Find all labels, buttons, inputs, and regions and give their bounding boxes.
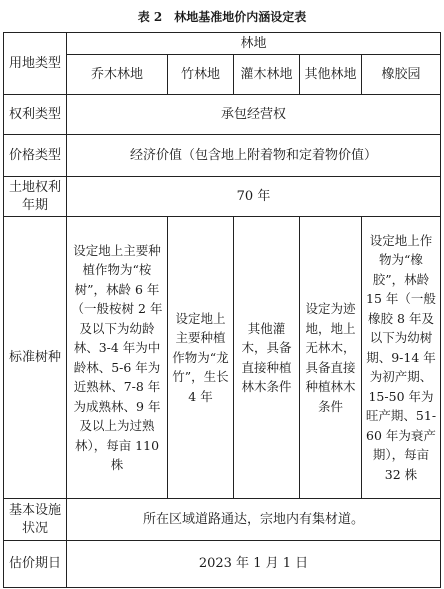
row-label-rights: 权利类型 [4,95,67,135]
land-use-group: 林地 [67,33,441,55]
standard-tree-other: 设定为迹地，地上无林木，具备直接种植林木条件 [300,217,362,499]
infrastructure-value: 所在区域道路通达，宗地内有集材道。 [67,499,441,541]
table-row [4,499,441,541]
land-type-arbor: 乔木林地 [67,55,168,95]
table-row [4,217,441,499]
standard-tree-rubber: 设定地上作物为“橡胶”，林龄 15 年（一般橡胶 8 年及以下为幼树期、9-14 年为初产期、15-50 年为旺产期、51-60 年为衰产期），每亩 32 株 [362,217,441,499]
table-row [4,95,441,135]
benchmark-price-table [3,32,441,588]
table-row [4,55,441,95]
table-row [4,541,441,588]
table-caption: 表 2 林地基准地价内涵设定表 [137,10,307,24]
price-type-value: 经济价值（包含地上附着物和定着物价值） [67,135,441,177]
row-label-term: 土地权利年期 [4,177,67,217]
row-label-standard-trees: 标准树种 [4,217,67,499]
row-label-infrastructure: 基本设施状况 [4,499,67,541]
row-label-valuation-date: 估价期日 [4,541,67,588]
standard-tree-arbor: 设定地上主要种植作物为“桉树”，林龄 6 年（一般桉树 2 年及以下为幼龄林、3-4 年为中龄林、5-6 年为近熟林、7-8 年为成熟林、9 年及以上为过熟林），每亩 110 株 [67,217,168,499]
row-label-land-use: 用地类型 [4,33,67,95]
table-row [4,33,441,55]
table-row [4,177,441,217]
term-value: 70 年 [67,177,441,217]
land-type-shrub: 灌木林地 [234,55,300,95]
land-type-bamboo: 竹林地 [168,55,234,95]
standard-tree-bamboo: 设定地上主要种植作物为“龙竹”，生长 4 年 [168,217,234,499]
standard-tree-shrub: 其他灌木，具备直接种植林木条件 [234,217,300,499]
valuation-date-value: 2023 年 1 月 1 日 [67,541,441,588]
rights-value: 承包经营权 [67,95,441,135]
table-row [4,135,441,177]
land-type-rubber: 橡胶园 [362,55,441,95]
land-type-other: 其他林地 [300,55,362,95]
row-label-price-type: 价格类型 [4,135,67,177]
